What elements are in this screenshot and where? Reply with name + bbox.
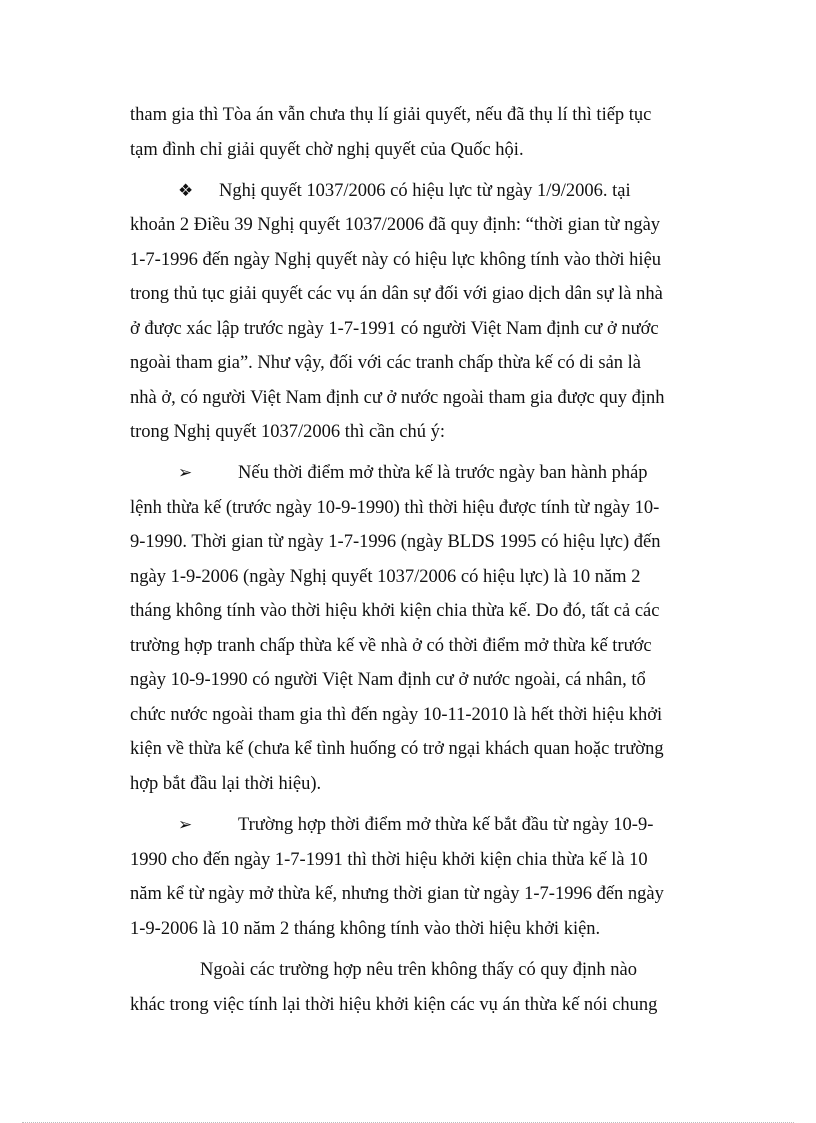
text-line-14: ngày 1-9-2006 (ngày Nghị quyết 1037/2006 có hiệu lực) là 10 năm 2 <box>130 567 641 587</box>
text-line-7: ở được xác lập trước ngày 1-7-1991 có người Việt Nam định cư ở nước <box>130 319 659 339</box>
text-line-17: ngày 10-9-1990 có người Việt Nam định cư ở nước ngoài, cá nhân, tổ <box>130 670 646 690</box>
arrow-bullet-icon: ➢ <box>178 463 193 482</box>
text-line-1: tham gia thì Tòa án vẫn chưa thụ lí giải quyết, nếu đã thụ lí thì tiếp tục <box>130 105 652 125</box>
text-line-12: lệnh thừa kế (trước ngày 10-9-1990) thì thời hiệu được tính từ ngày 10- <box>130 498 660 518</box>
text-line-25: Ngoài các trường hợp nêu trên không thấy có quy định nào <box>200 960 637 980</box>
text-line-24: 1-9-2006 là 10 năm 2 tháng không tính vào thời hiệu khởi kiện. <box>130 919 601 939</box>
text-line-8: ngoài tham gia”. Như vậy, đối với các tranh chấp thừa kế có di sản là <box>130 353 642 373</box>
text-line-20: hợp bắt đầu lại thời hiệu). <box>130 774 322 794</box>
text-line-6: trong thủ tục giải quyết các vụ án dân sự đối với giao dịch dân sự là nhà <box>130 284 663 304</box>
text-line-21: Trường hợp thời điểm mở thừa kế bắt đầu từ ngày 10-9- <box>238 815 654 835</box>
text-line-13: 9-1990. Thời gian từ ngày 1-7-1996 (ngày BLDS 1995 có hiệu lực) đến <box>130 532 661 552</box>
text-line-26: khác trong việc tính lại thời hiệu khởi kiện các vụ án thừa kế nói chung <box>130 995 658 1015</box>
text-line-9: nhà ở, có người Việt Nam định cư ở nước ngoài tham gia được quy định <box>130 388 665 408</box>
text-line-23: năm kể từ ngày mở thừa kế, nhưng thời gian từ ngày 1-7-1996 đến ngày <box>130 884 664 904</box>
text-line-10: trong Nghị quyết 1037/2006 thì cần chú ý: <box>130 422 445 442</box>
text-line-16: trường hợp tranh chấp thừa kế về nhà ở có thời điểm mở thừa kế trước <box>130 636 652 656</box>
text-line-22: 1990 cho đến ngày 1-7-1991 thì thời hiệu khởi kiện chia thừa kế là 10 <box>130 850 648 870</box>
text-line-4: khoản 2 Điều 39 Nghị quyết 1037/2006 đã quy định: “thời gian từ ngày <box>130 215 661 235</box>
text-line-18: chức nước ngoài tham gia thì đến ngày 10-11-2010 là hết thời hiệu khởi <box>130 705 663 725</box>
text-line-2: tạm đình chỉ giải quyết chờ nghị quyết của Quốc hội. <box>130 140 524 160</box>
text-line-5: 1-7-1996 đến ngày Nghị quyết này có hiệu lực không tính vào thời hiệu <box>130 250 662 270</box>
text-line-15: tháng không tính vào thời hiệu khởi kiện chia thừa kế. Do đó, tất cả các <box>130 601 660 621</box>
text-line-3: Nghị quyết 1037/2006 có hiệu lực từ ngày 1/9/2006. tại <box>219 181 631 201</box>
arrow-bullet-icon: ➢ <box>178 815 193 834</box>
text-line-11: Nếu thời điểm mở thừa kế là trước ngày ban hành pháp <box>238 463 648 483</box>
diamond-bullet-icon: ❖ <box>178 181 194 200</box>
text-line-19: kiện về thừa kế (chưa kể tình huống có trở ngại khách quan hoặc trường <box>130 739 664 759</box>
